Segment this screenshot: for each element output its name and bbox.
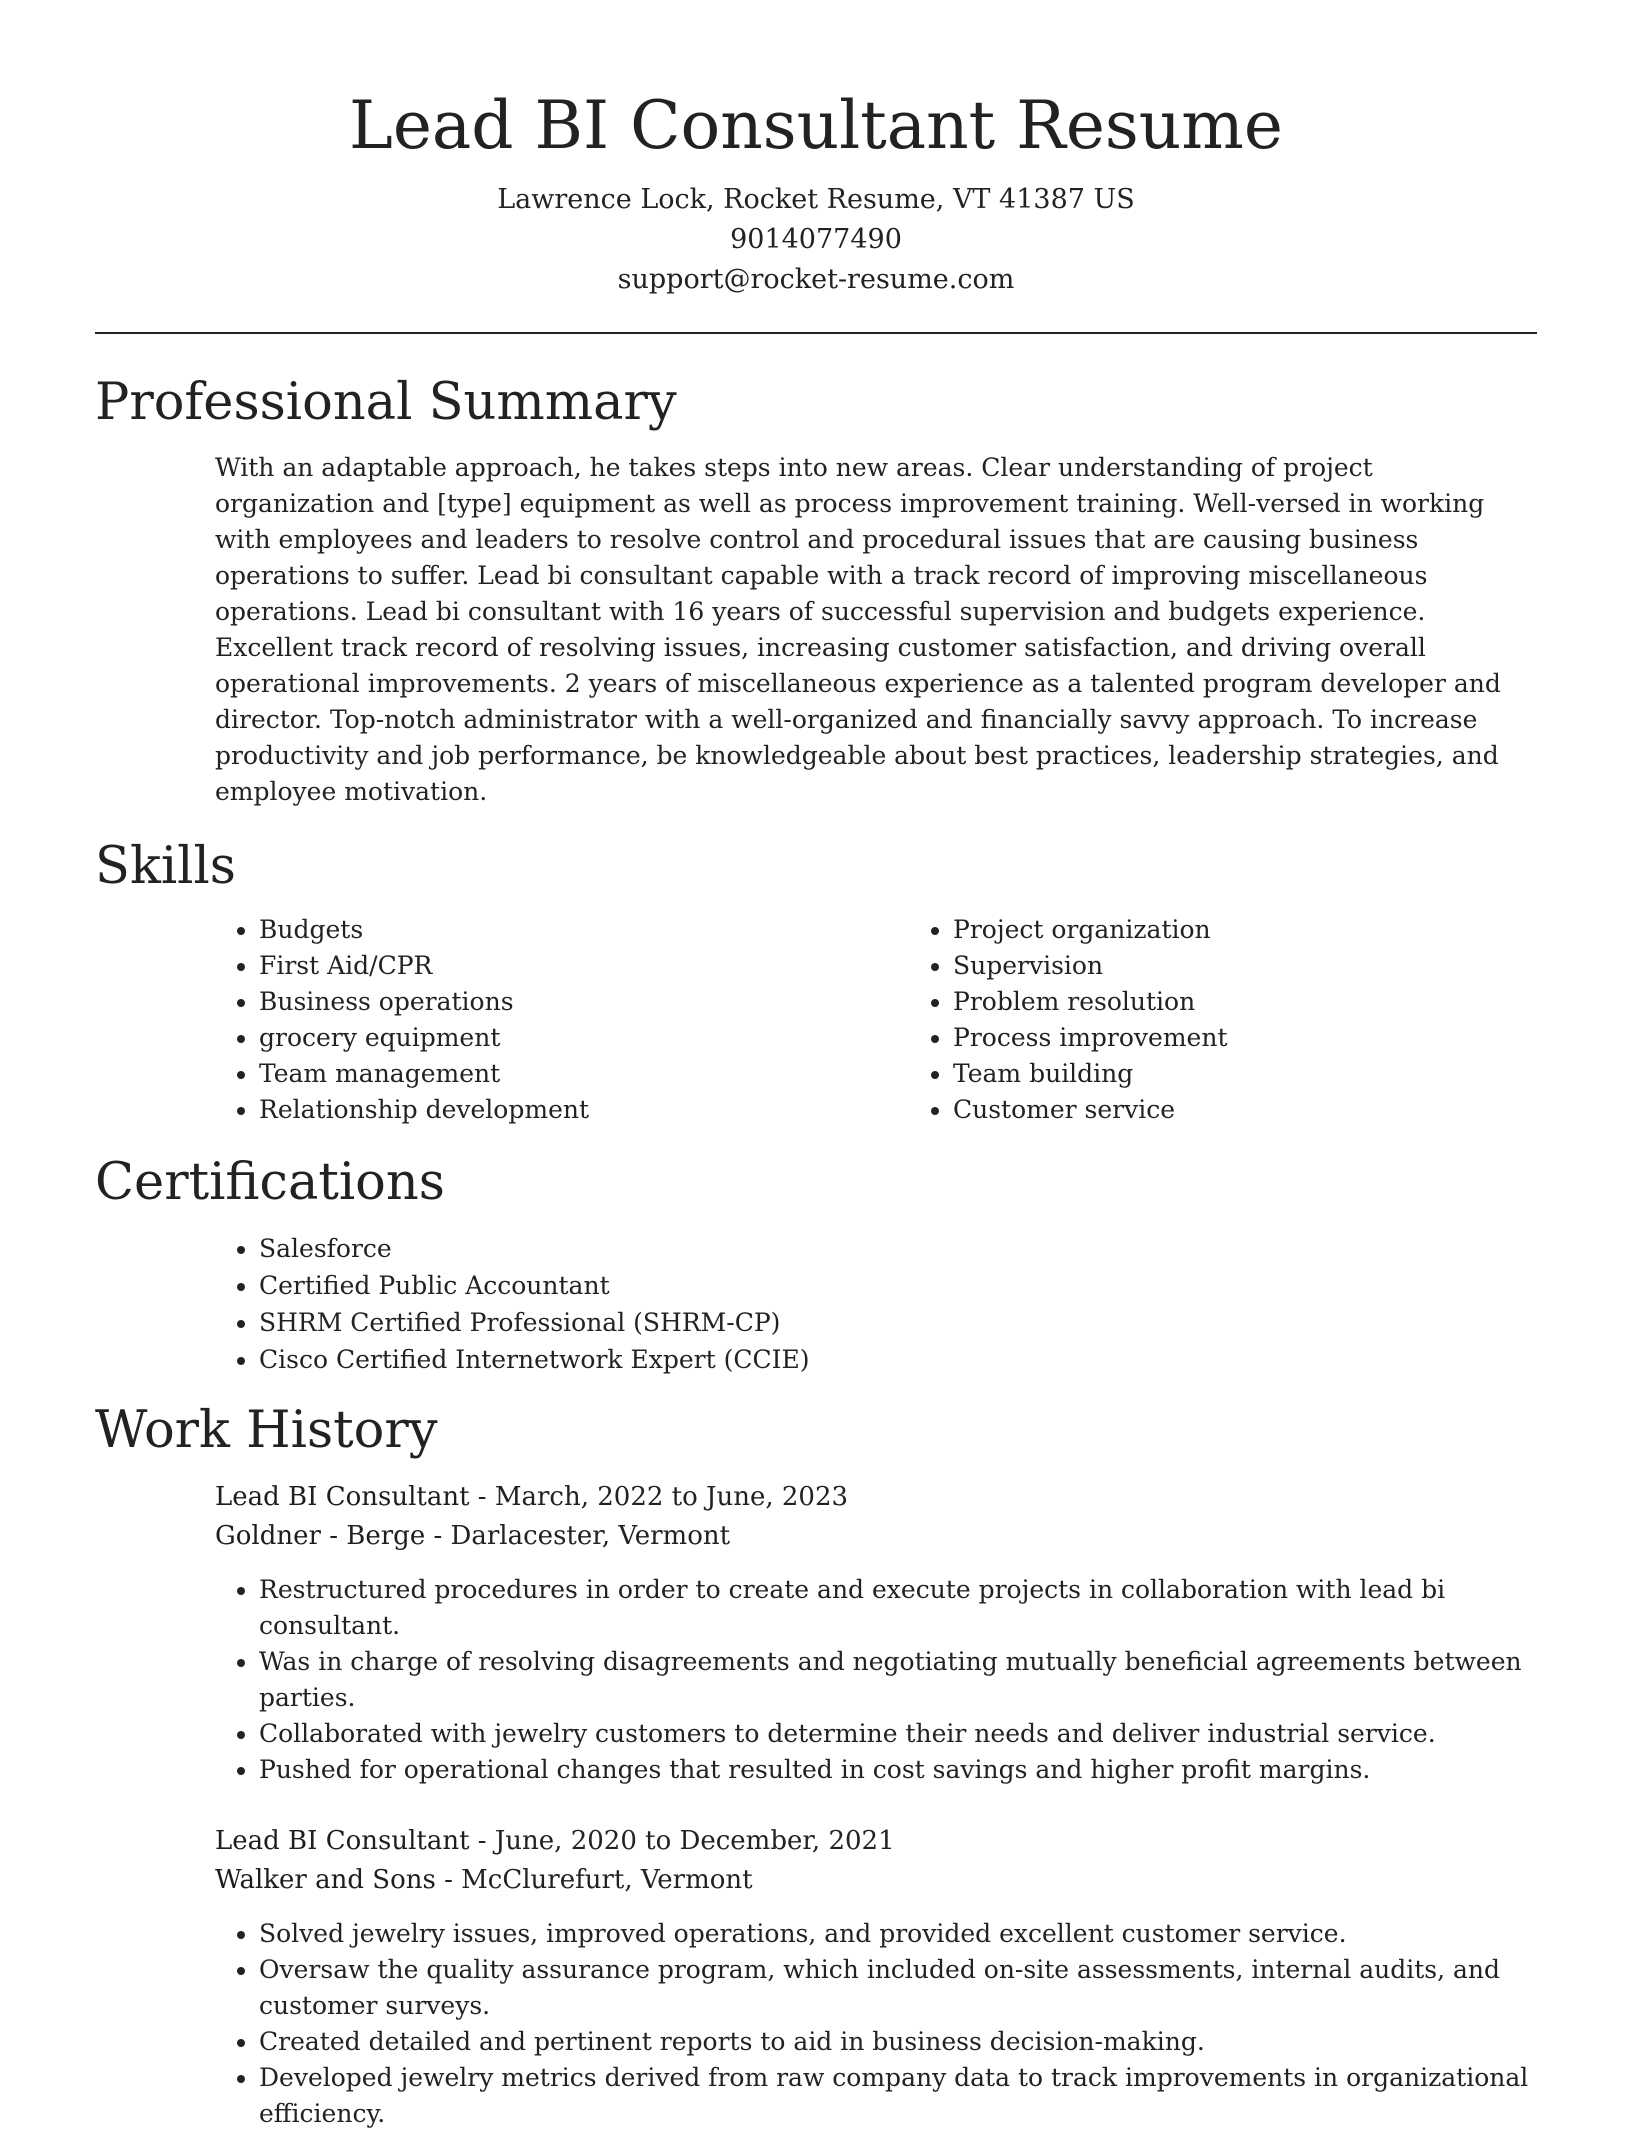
- skill-item: • Team building: [953, 1056, 1228, 1092]
- job-bullets: [215, 1572, 1537, 1788]
- resume-title: Lead BI Consultant Resume: [349, 87, 1283, 164]
- job-company-line: [215, 1517, 1537, 1556]
- job-location: - Darlacester, Vermont: [425, 1521, 731, 1551]
- job-bullet: • Was in charge of resolving disagreements and negotiating mutually beneficial agreements between parties.: [259, 1644, 1537, 1716]
- certification-item: • Cisco Certified Internetwork Expert (CCIE): [259, 1341, 1537, 1378]
- job-company-line: [215, 1861, 1537, 1900]
- certifications-heading: Certifications: [95, 1153, 445, 1212]
- skills-list-right: [909, 912, 1228, 1128]
- header-divider: [95, 332, 1537, 334]
- job-dates: - March, 2022 to June, 2023: [469, 1482, 849, 1512]
- summary-heading: Professional Summary: [95, 373, 677, 432]
- certification-item: • Certified Public Accountant: [259, 1267, 1537, 1304]
- skill-item: • Team management: [259, 1056, 909, 1092]
- contact-email: support@rocket-resume.com: [617, 264, 1015, 295]
- job-bullet: • Solved jewelry issues, improved operations, and provided excellent customer service.: [259, 1916, 1537, 1952]
- certification-item: • SHRM Certified Professional (SHRM-CP): [259, 1304, 1537, 1341]
- certifications-list: [215, 1230, 1537, 1378]
- job-bullet: • Restructured procedures in order to create and execute projects in collaboration with lead bi consultant.: [259, 1572, 1537, 1644]
- skill-item: • Process improvement: [953, 1020, 1228, 1056]
- job-bullets: [215, 1916, 1537, 2132]
- job-company: Walker and Sons: [215, 1865, 436, 1895]
- skill-item: • Budgets: [259, 912, 909, 948]
- job-bullet: • Collaborated with jewelry customers to determine their needs and deliver industrial service.: [259, 1716, 1537, 1752]
- certification-item: • Salesforce: [259, 1230, 1537, 1267]
- job-entry: [215, 1478, 1537, 1788]
- work-history-heading: Work History: [95, 1401, 438, 1460]
- job-company: Goldner - Berge: [215, 1521, 426, 1551]
- job-bullet: • Developed jewelry metrics derived from raw company data to track improvements in organizational efficiency.: [259, 2060, 1537, 2132]
- job-location: - McClurefurt, Vermont: [435, 1865, 753, 1895]
- skills-heading: Skills: [95, 837, 236, 896]
- skills-list-left: [215, 912, 909, 1128]
- job-title: Lead BI Consultant: [215, 1826, 470, 1856]
- skill-item: • Problem resolution: [953, 984, 1228, 1020]
- job-bullet: • Oversaw the quality assurance program, which included on-site assessments, internal audits, and customer surveys.: [259, 1952, 1537, 2024]
- job-dates: - June, 2020 to December, 2021: [469, 1826, 895, 1856]
- skills-grid: [215, 912, 1537, 1128]
- job-title-line: [215, 1822, 1537, 1861]
- skill-item: • Supervision: [953, 948, 1228, 984]
- skill-item: • Business operations: [259, 984, 909, 1020]
- job-title-line: [215, 1478, 1537, 1517]
- job-title: Lead BI Consultant: [215, 1482, 470, 1512]
- skill-item: • Customer service: [953, 1092, 1228, 1128]
- job-bullet: • Created detailed and pertinent reports to aid in business decision-making.: [259, 2024, 1537, 2060]
- skill-item: • Project organization: [953, 912, 1228, 948]
- skill-item: • Relationship development: [259, 1092, 909, 1128]
- contact-phone: 9014077490: [730, 224, 902, 255]
- job-bullet: • Pushed for operational changes that resulted in cost savings and higher profit margins.: [259, 1752, 1537, 1788]
- skill-item: • grocery equipment: [259, 1020, 909, 1056]
- job-entry: [215, 1822, 1537, 2132]
- summary-text: With an adaptable approach, he takes steps into new areas. Clear understanding of project organization and [type] equipment as well as process improvement training. Well-versed in working with employees and leaders to resolve control and procedural issues that are causing business operations to suffer. Lead bi consultant capable with a track record of improving miscellaneous operations. Lead bi consultant with 16 years of successful supervision and budgets experience. Excellent track record of resolving issues, increasing customer satisfaction, and driving overall operational improvements. 2 years of miscellaneous experience as a talented program developer and director. Top-notch administrator with a well-organized and financially savvy approach. To increase productivity and job performance, be knowledgeable about best practices, leadership strategies, and employee motivation.: [215, 453, 1501, 806]
- contact-address: Lawrence Lock, Rocket Resume, VT 41387 US: [497, 184, 1135, 215]
- skill-item: • First Aid/CPR: [259, 948, 909, 984]
- contact-info: [95, 180, 1537, 300]
